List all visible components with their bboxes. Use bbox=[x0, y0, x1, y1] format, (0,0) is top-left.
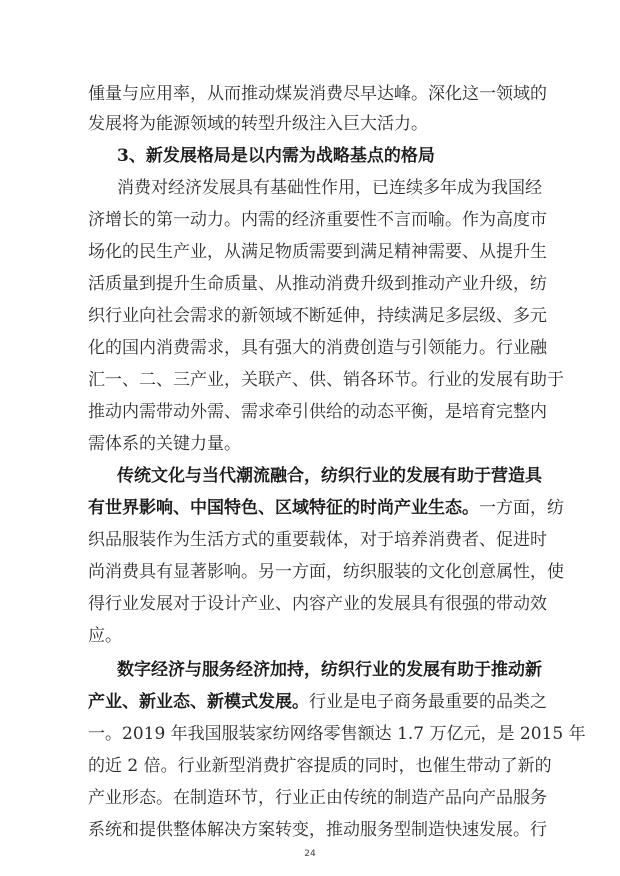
paragraph-line: 需体系的关键力量。 bbox=[88, 434, 241, 454]
paragraph-line: 偅量与应用率，从而推动煤炭消费尽早达峰。深化这一领域的 bbox=[88, 84, 547, 104]
bold-lead-text: 产业、新业态、新模式发展。 bbox=[88, 692, 309, 712]
paragraph-line: 的近 2 倍。行业新型消费扩容提质的同时，也催生带动了新的 bbox=[88, 756, 552, 776]
paragraph-line: 织行业向社会需求的新领域不断延伸，持续满足多层级、多元 bbox=[88, 306, 547, 326]
paragraph-line: 化的国内消费需求，具有强大的消费创造与引领能力。行业融 bbox=[88, 338, 547, 358]
page-number: 24 bbox=[304, 849, 316, 859]
body-text: 一方面，纺 bbox=[479, 498, 564, 518]
paragraph-line: 织品服装作为生活方式的重要载体，对于培养消费者、促进时 bbox=[88, 530, 547, 550]
paragraph-line: 消费对经济发展具有基础性作用，已连续多年成为我国经 bbox=[117, 178, 542, 198]
paragraph-line: 活质量到提升生命质量、从推动消费升级到推动产业升级，纺 bbox=[88, 274, 547, 294]
bold-lead-line: 传统文化与当代潮流融合，纺织行业的发展有助于营造具 bbox=[117, 466, 542, 486]
paragraph-line: 济增长的第一动力。内需的经济重要性不言而喻。作为高度市 bbox=[88, 210, 547, 230]
paragraph-line: 产业形态。在制造环节，行业正由传统的制造产品向产品服务 bbox=[88, 788, 547, 808]
section-heading: 3、新发展格局是以内需为战略基点的格局 bbox=[117, 146, 435, 166]
bold-lead-line: 数字经济与服务经济加持，纺织行业的发展有助于推动新 bbox=[117, 660, 542, 680]
paragraph-line: 应。 bbox=[88, 626, 122, 646]
paragraph-line bbox=[88, 688, 547, 716]
paragraph-line: 场化的民生产业，从满足物质需要到满足精神需要、从提升生 bbox=[88, 242, 547, 262]
paragraph-line bbox=[88, 494, 564, 522]
paragraph-line: 一。2019 年我国服装家纺网络零售额达 1.7 万亿元，是 2015 年 bbox=[88, 724, 586, 744]
paragraph-line: 系统和提供整体解决方案转变，推动服务型制造快速发展。行 bbox=[88, 820, 547, 840]
paragraph-line: 发展将为能源领域的转型升级注入巨大活力。 bbox=[88, 114, 428, 134]
body-text: 行业是电子商务最重要的品类之 bbox=[309, 692, 547, 712]
paragraph-line: 得行业发展对于设计产业、内容产业的发展具有很强的带动效 bbox=[88, 594, 547, 614]
paragraph-line: 推动内需带动外需、需求牵引供给的动态平衡，是培育完整内 bbox=[88, 402, 547, 422]
paragraph-line: 汇一、二、三产业，关联产、供、销各环节。行业的发展有助于 bbox=[88, 370, 564, 390]
paragraph-line: 尚消费具有显著影响。另一方面，纺织服装的文化创意属性，使 bbox=[88, 562, 564, 582]
bold-lead-text: 有世界影响、中国特色、区域特征的时尚产业生态。 bbox=[88, 498, 479, 518]
